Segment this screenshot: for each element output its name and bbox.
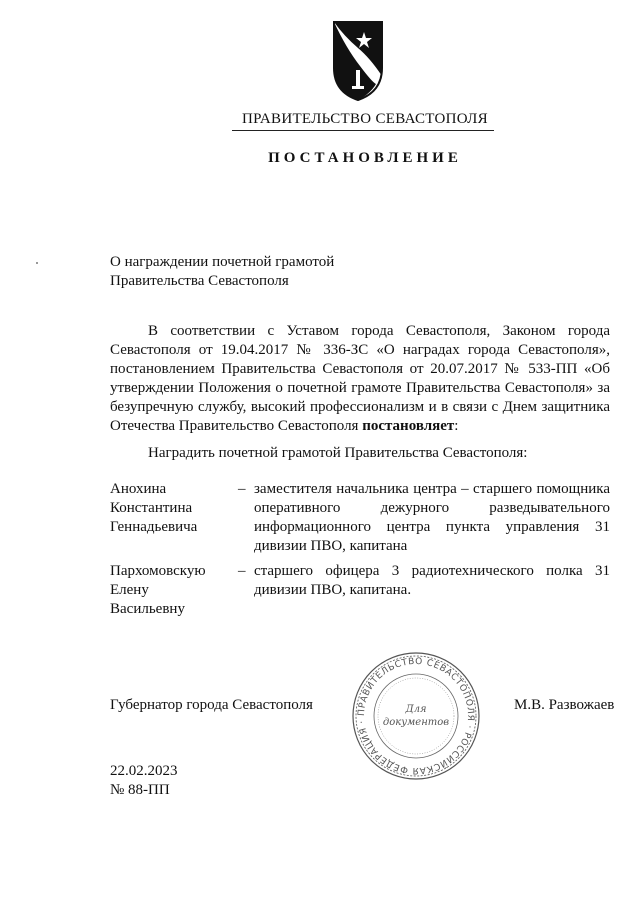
awardee-dash: – — [238, 481, 246, 497]
awardee-patronymic: Геннадьевича — [110, 519, 198, 535]
awardee-name — [110, 480, 238, 556]
award-statement: Наградить почетной грамотой Правительства Севастополя: — [148, 445, 528, 461]
preamble-text: В соответствии с Уставом города Севастополя, Законом города Севастополя от 19.04.2017 № 336-ЗС «О наградах города Севастополя», постановлением Правительства Севастополя от 20.07.2017 № 533-ПП «Об утверждении Положения о почетной грамоте Правительства Севастополя» за безупречную службу, высокий профессионализм и в связи с Днем защитника Отечества Правительство Севастополя — [110, 323, 610, 434]
document-subject — [110, 253, 334, 291]
awardee-description: заместителя начальника центра – старшего помощника оперативного дежурного разведывательного информационного центра пункта управления 31 дивизии ПВО, капитана — [254, 481, 610, 554]
subject-line-1: О награждении почетной грамотой — [110, 254, 335, 270]
stamp-center-line-1: Для — [405, 704, 427, 715]
awardee-item — [110, 562, 610, 619]
awardee-description: старшего офицера 3 радиотехнического полка 31 дивизии ПВО, капитана. — [254, 563, 610, 598]
preamble-paragraph — [110, 322, 610, 436]
subject-line-2: Правительства Севастополя — [110, 273, 289, 289]
awardee-name — [110, 562, 238, 619]
awardee-surname: Анохина — [110, 481, 167, 497]
signer-name: М.В. Развожаев — [514, 697, 615, 713]
document-footer — [110, 762, 178, 800]
organization-title: ПРАВИТЕЛЬСТВО СЕВАСТОПОЛЯ — [242, 111, 488, 127]
sevastopol-coat-of-arms-icon — [330, 18, 386, 104]
svg-text:ПРАВИТЕЛЬСТВО СЕВАСТОПОЛЯ · РО — [357, 657, 475, 775]
preamble-emphasis: постановляет — [362, 418, 455, 434]
awardee-item — [110, 480, 610, 556]
stamp-outer-text: ПРАВИТЕЛЬСТВО СЕВАСТОПОЛЯ · РОССИЙСКАЯ ФЕДЕРАЦИЯ · — [356, 656, 476, 776]
scan-dot — [36, 262, 38, 264]
title-divider — [232, 130, 494, 131]
signer-role: Губернатор города Севастополя — [110, 697, 313, 713]
awardee-surname: Пархомовскую — [110, 563, 206, 579]
awardee-first-name: Константина — [110, 500, 193, 516]
official-stamp-icon — [350, 650, 482, 782]
document-date: 22.02.2023 — [110, 763, 178, 779]
awardee-list — [110, 480, 610, 625]
document-number: № 88-ПП — [110, 782, 170, 798]
stamp-center-line-2: документов — [382, 717, 450, 728]
document-type: ПОСТАНОВЛЕНИЕ — [268, 150, 462, 166]
awardee-first-name: Елену — [110, 582, 149, 598]
awardee-dash: – — [238, 563, 246, 579]
awardee-patronymic: Васильевну — [110, 601, 185, 617]
preamble-tail: : — [454, 418, 459, 434]
